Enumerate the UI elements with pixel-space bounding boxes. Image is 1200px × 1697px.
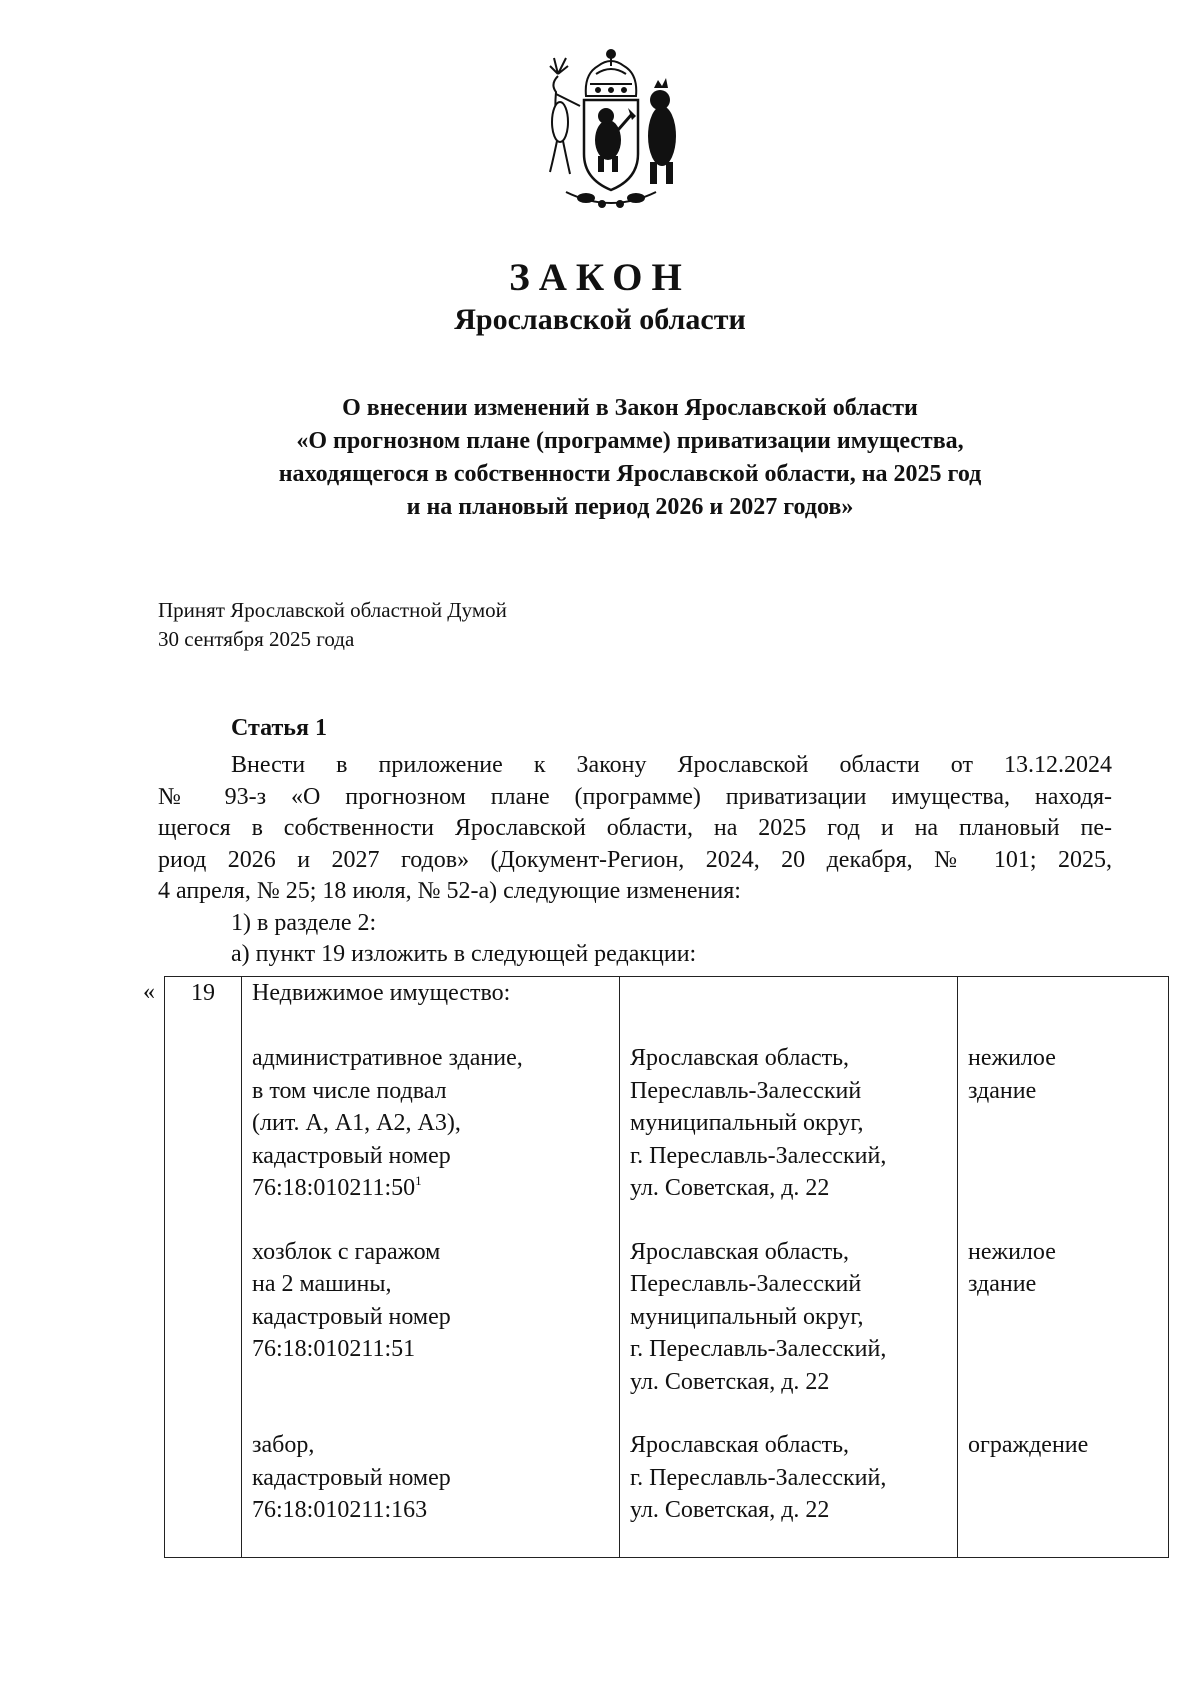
subject-line: О внесении изменений в Закон Ярославской области: [342, 395, 918, 421]
header-type-cell: [958, 977, 1169, 1012]
oak-wreath-icon: [566, 192, 656, 207]
law-subject: [150, 392, 1110, 524]
object-name: хозблок с гаражом на 2 машины, кадастровый номер 76:18:010211:51: [252, 1238, 451, 1363]
opening-quote: «: [143, 979, 155, 1005]
adoption-date: 30 сентября 2025 года: [158, 627, 355, 651]
article-text-line: Внести в приложение к Закону Ярославской области от 13.12.2024: [231, 752, 1112, 778]
object-type: нежилое здание: [968, 1045, 1056, 1104]
header-name-cell: [242, 977, 620, 1012]
section-header: Недвижимое имущество:: [252, 980, 511, 1006]
article-heading: Статья 1: [231, 715, 327, 741]
amendment-item: 1) в разделе 2:: [231, 909, 377, 936]
object-address: Ярославская область, г. Переславль-Залесский, ул. Советская, д. 22: [630, 1432, 887, 1524]
article-text-line: щегося в собственности Ярославской области, на 2025 год и на плановый пе-: [158, 815, 1112, 841]
object-address: Ярославская область, Переславль-Залесский муниципальный округ, г. Переславль-Залесский, ул. Советская, д. 22: [630, 1045, 887, 1202]
coat-of-arms-emblem: [536, 44, 686, 212]
object-name: административное здание, в том числе подвал (лит. А, А1, А2, А3), кадастровый номер $76:18:010211:50^1$: [252, 1045, 523, 1202]
row-number-cell: [165, 977, 242, 1012]
object-types-cell: [958, 1011, 1169, 1557]
article-body: [158, 750, 1112, 971]
object-name: забор, кадастровый номер 76:18:010211:163: [252, 1432, 451, 1524]
object-address: Ярославская область, Переславль-Залесский муниципальный округ, г. Переславль-Залесский, ул. Советская, д. 22: [630, 1238, 887, 1395]
header-address-cell: [620, 977, 958, 1012]
subject-line: находящегося в собственности Ярославской области, на 2025 год: [278, 461, 982, 487]
bear-supporter-icon: [648, 78, 676, 184]
subject-line: «О прогнозном плане (программе) приватизации имущества,: [296, 428, 964, 454]
property-table: [164, 976, 1169, 1558]
object-names-cell: [242, 1011, 620, 1557]
row-number: 19: [191, 980, 215, 1006]
adoption-body: Принят Ярославской областной Думой: [158, 598, 507, 622]
object-type: ограждение: [968, 1432, 1089, 1459]
object-addresses-cell: [620, 1011, 958, 1557]
document-type-title: ЗАКОН: [509, 256, 691, 299]
footnote-mark: 1: [415, 1173, 422, 1189]
row-number-cell-continued: [165, 1011, 242, 1557]
issuing-region-title: Ярославской области: [454, 303, 746, 336]
amendment-subitem: а) пункт 19 изложить в следующей редакции:: [231, 941, 697, 967]
article-text-line: 4 апреля, № 25; 18 июля, № 52-а) следующие изменения:: [158, 878, 741, 904]
crown-icon: [586, 50, 637, 96]
subject-line: и на плановый период 2026 и 2027 годов»: [406, 494, 854, 520]
deer-supporter-icon: [550, 58, 580, 174]
article-text-line: риод 2026 и 2027 годов» (Документ-Регион, 2024, 20 декабря, № 101; 2025,: [158, 846, 1112, 873]
adoption-note: [158, 596, 507, 654]
article-text-line: № 93-з «О прогнозном плане (программе) приватизации имущества, находя-: [158, 783, 1112, 810]
object-type: нежилое здание: [968, 1238, 1056, 1298]
